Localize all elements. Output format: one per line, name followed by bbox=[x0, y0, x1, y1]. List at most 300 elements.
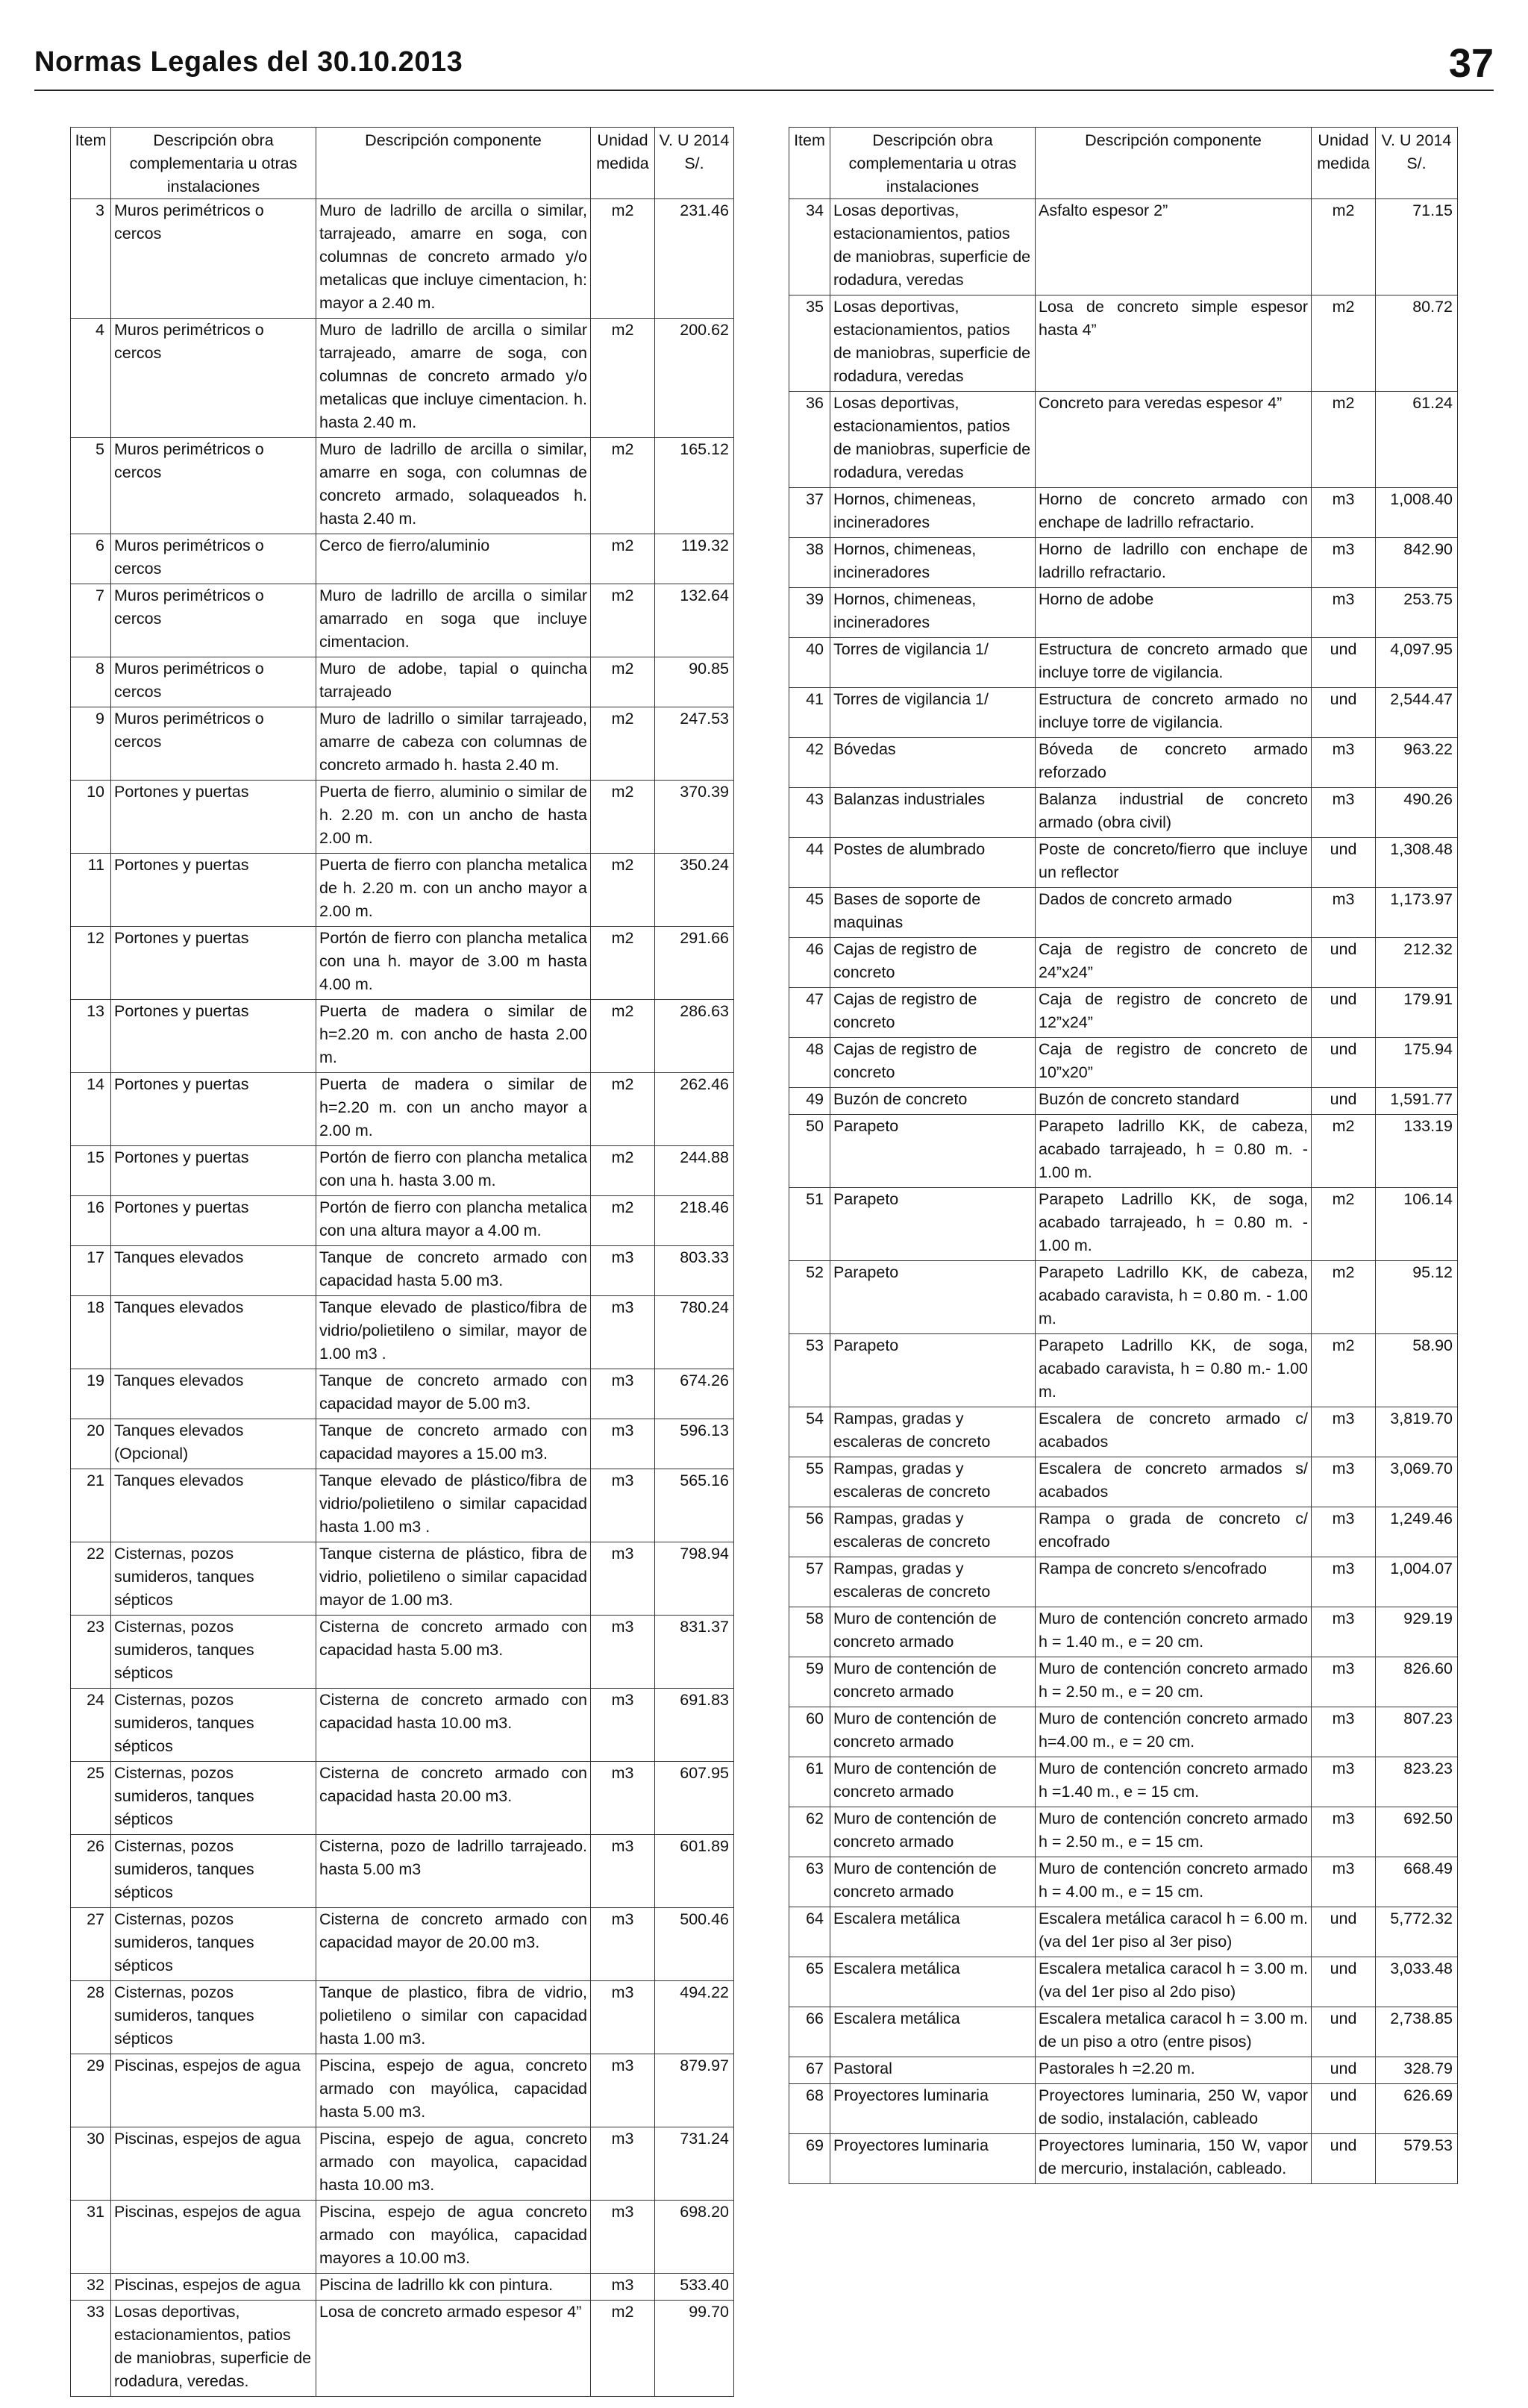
cell-valor: 247.53 bbox=[655, 707, 734, 781]
cell-componente: Parapeto Ladrillo KK, de cabeza, acabado caravista, h = 0.80 m. - 1.00 m. bbox=[1036, 1261, 1312, 1334]
cell-componente: Cisterna de concreto armado con capacidad hasta 20.00 m3. bbox=[316, 1762, 591, 1835]
cell-item: 46 bbox=[789, 938, 830, 988]
cell-unidad: und bbox=[1312, 688, 1376, 738]
table-row bbox=[71, 1369, 734, 1419]
cell-unidad: m2 bbox=[591, 854, 655, 927]
cell-item: 11 bbox=[71, 854, 111, 927]
cell-valor: 601.89 bbox=[655, 1835, 734, 1908]
cell-unidad: m3 bbox=[591, 2201, 655, 2274]
cell-valor: 212.32 bbox=[1376, 938, 1458, 988]
cell-valor: 1,008.40 bbox=[1376, 488, 1458, 538]
header-valor: V. U 2014 S/. bbox=[1376, 128, 1458, 199]
cell-unidad: m2 bbox=[591, 707, 655, 781]
cell-componente: Caja de registro de concreto de 24”x24” bbox=[1036, 938, 1312, 988]
cell-obra: Muro de contención de concreto armado bbox=[830, 1807, 1036, 1857]
cell-componente: Puerta de fierro con plancha metalica de h. 2.20 m. con un ancho mayor a 2.00 m. bbox=[316, 854, 591, 927]
cell-componente: Cisterna de concreto armado con capacidad mayor de 20.00 m3. bbox=[316, 1908, 591, 1981]
cell-valor: 807.23 bbox=[1376, 1707, 1458, 1757]
cell-item: 4 bbox=[71, 319, 111, 438]
cell-valor: 579.53 bbox=[1376, 2134, 1458, 2184]
cell-valor: 119.32 bbox=[655, 534, 734, 584]
cell-valor: 370.39 bbox=[655, 781, 734, 854]
cell-componente: Balanza industrial de concreto armado (obra civil) bbox=[1036, 788, 1312, 838]
cell-obra: Muros perimétricos o cercos bbox=[111, 319, 316, 438]
cell-item: 55 bbox=[789, 1457, 830, 1507]
cell-obra: Cisternas, pozos sumideros, tanques sépticos bbox=[111, 1981, 316, 2054]
cell-item: 40 bbox=[789, 638, 830, 688]
table-row bbox=[789, 1507, 1458, 1557]
cell-item: 62 bbox=[789, 1807, 830, 1857]
cell-unidad: und bbox=[1312, 2007, 1376, 2057]
header-obra: Descripción obra complementaria u otras instalaciones bbox=[111, 128, 316, 199]
cell-valor: 1,308.48 bbox=[1376, 838, 1458, 888]
table-row bbox=[789, 588, 1458, 638]
table-row bbox=[71, 1246, 734, 1296]
table-row bbox=[71, 657, 734, 707]
cell-valor: 99.70 bbox=[655, 2301, 734, 2397]
cell-componente: Estructura de concreto armado que incluye torre de vigilancia. bbox=[1036, 638, 1312, 688]
cell-componente: Puerta de madera o similar de h=2.20 m. con ancho de hasta 2.00 m. bbox=[316, 1000, 591, 1073]
cell-valor: 2,738.85 bbox=[1376, 2007, 1458, 2057]
cell-componente: Pastorales h =2.20 m. bbox=[1036, 2057, 1312, 2084]
cell-unidad: und bbox=[1312, 638, 1376, 688]
header-valor: V. U 2014 S/. bbox=[655, 128, 734, 199]
cell-item: 66 bbox=[789, 2007, 830, 2057]
cell-obra: Muros perimétricos o cercos bbox=[111, 199, 316, 319]
cell-componente: Piscina, espejo de agua concreto armado con mayólica, capacidad mayores a 10.00 m3. bbox=[316, 2201, 591, 2274]
cell-valor: 106.14 bbox=[1376, 1188, 1458, 1261]
cell-componente: Muro de ladrillo de arcilla o similar tarrajeado, amarre de soga, con columnas de concreto armado y/o metalicas que incluye cimentacion. h. hasta 2.40 m. bbox=[316, 319, 591, 438]
cell-item: 12 bbox=[71, 927, 111, 1000]
table-row bbox=[789, 295, 1458, 392]
cell-obra: Portones y puertas bbox=[111, 781, 316, 854]
cell-valor: 798.94 bbox=[655, 1542, 734, 1616]
cell-obra: Piscinas, espejos de agua bbox=[111, 2127, 316, 2201]
cell-obra: Bóvedas bbox=[830, 738, 1036, 788]
cell-valor: 175.94 bbox=[1376, 1038, 1458, 1088]
cell-unidad: m3 bbox=[1312, 538, 1376, 588]
values-table-left bbox=[70, 127, 734, 2397]
header-item: Item bbox=[71, 128, 111, 199]
cell-item: 43 bbox=[789, 788, 830, 838]
table-row bbox=[71, 319, 734, 438]
cell-item: 64 bbox=[789, 1907, 830, 1957]
cell-valor: 668.49 bbox=[1376, 1857, 1458, 1907]
cell-obra: Tanques elevados bbox=[111, 1246, 316, 1296]
cell-obra: Piscinas, espejos de agua bbox=[111, 2274, 316, 2301]
page-number: 37 bbox=[1448, 41, 1494, 86]
cell-valor: 1,249.46 bbox=[1376, 1507, 1458, 1557]
cell-componente: Piscina, espejo de agua, concreto armado con mayólica, capacidad hasta 5.00 m3. bbox=[316, 2054, 591, 2127]
cell-valor: 71.15 bbox=[1376, 199, 1458, 295]
table-row bbox=[789, 1115, 1458, 1188]
cell-unidad: m3 bbox=[591, 1419, 655, 1469]
table-row bbox=[789, 1457, 1458, 1507]
table-header-row bbox=[789, 128, 1458, 199]
cell-unidad: m3 bbox=[591, 1469, 655, 1542]
cell-componente: Horno de ladrillo con enchape de ladrillo refractario. bbox=[1036, 538, 1312, 588]
table-row bbox=[71, 1616, 734, 1689]
cell-unidad: m2 bbox=[1312, 199, 1376, 295]
cell-item: 28 bbox=[71, 1981, 111, 2054]
cell-item: 7 bbox=[71, 584, 111, 657]
table-row bbox=[71, 1469, 734, 1542]
cell-obra: Parapeto bbox=[830, 1334, 1036, 1407]
cell-unidad: m3 bbox=[591, 1689, 655, 1762]
table-row bbox=[789, 638, 1458, 688]
cell-componente: Escalera de concreto armado c/ acabados bbox=[1036, 1407, 1312, 1457]
cell-valor: 698.20 bbox=[655, 2201, 734, 2274]
cell-obra: Parapeto bbox=[830, 1188, 1036, 1261]
cell-componente: Losa de concreto armado espesor 4” bbox=[316, 2301, 591, 2397]
cell-obra: Muro de contención de concreto armado bbox=[830, 1857, 1036, 1907]
cell-item: 65 bbox=[789, 1957, 830, 2007]
cell-unidad: m2 bbox=[591, 781, 655, 854]
cell-obra: Losas deportivas, estacionamientos, patios de maniobras, superficie de rodadura, veredas bbox=[830, 392, 1036, 488]
cell-item: 67 bbox=[789, 2057, 830, 2084]
table-row bbox=[789, 1607, 1458, 1657]
cell-item: 33 bbox=[71, 2301, 111, 2397]
cell-obra: Rampas, gradas y escaleras de concreto bbox=[830, 1457, 1036, 1507]
cell-unidad: m3 bbox=[591, 1369, 655, 1419]
cell-valor: 929.19 bbox=[1376, 1607, 1458, 1657]
cell-item: 50 bbox=[789, 1115, 830, 1188]
cell-item: 24 bbox=[71, 1689, 111, 1762]
table-row bbox=[789, 1188, 1458, 1261]
cell-obra: Tanques elevados bbox=[111, 1296, 316, 1369]
cell-unidad: m3 bbox=[1312, 588, 1376, 638]
cell-item: 31 bbox=[71, 2201, 111, 2274]
cell-valor: 490.26 bbox=[1376, 788, 1458, 838]
cell-unidad: und bbox=[1312, 988, 1376, 1038]
cell-unidad: m2 bbox=[1312, 1115, 1376, 1188]
cell-unidad: m2 bbox=[591, 584, 655, 657]
cell-obra: Piscinas, espejos de agua bbox=[111, 2054, 316, 2127]
cell-item: 47 bbox=[789, 988, 830, 1038]
cell-item: 10 bbox=[71, 781, 111, 854]
cell-obra: Rampas, gradas y escaleras de concreto bbox=[830, 1557, 1036, 1607]
cell-item: 57 bbox=[789, 1557, 830, 1607]
cell-item: 23 bbox=[71, 1616, 111, 1689]
table-row bbox=[789, 2007, 1458, 2057]
cell-unidad: und bbox=[1312, 838, 1376, 888]
cell-componente: Poste de concreto/fierro que incluye un reflector bbox=[1036, 838, 1312, 888]
cell-componente: Puerta de fierro, aluminio o similar de h. 2.20 m. con un ancho de hasta 2.00 m. bbox=[316, 781, 591, 854]
table-row bbox=[789, 938, 1458, 988]
cell-item: 6 bbox=[71, 534, 111, 584]
cell-valor: 5,772.32 bbox=[1376, 1907, 1458, 1957]
cell-componente: Muro de contención concreto armado h = 4.00 m., e = 15 cm. bbox=[1036, 1857, 1312, 1907]
cell-componente: Muro de contención concreto armado h = 2.50 m., e = 15 cm. bbox=[1036, 1807, 1312, 1857]
table-row bbox=[71, 1981, 734, 2054]
cell-valor: 879.97 bbox=[655, 2054, 734, 2127]
cell-componente: Portón de fierro con plancha metalica con una altura mayor a 4.00 m. bbox=[316, 1196, 591, 1246]
cell-obra: Cisternas, pozos sumideros, tanques sépticos bbox=[111, 1542, 316, 1616]
cell-componente: Muro de contención concreto armado h =1.40 m., e = 15 cm. bbox=[1036, 1757, 1312, 1807]
cell-componente: Cisterna de concreto armado con capacidad hasta 10.00 m3. bbox=[316, 1689, 591, 1762]
cell-componente: Buzón de concreto standard bbox=[1036, 1088, 1312, 1115]
cell-unidad: und bbox=[1312, 2057, 1376, 2084]
cell-componente: Asfalto espesor 2” bbox=[1036, 199, 1312, 295]
cell-componente: Horno de concreto armado con enchape de ladrillo refractario. bbox=[1036, 488, 1312, 538]
cell-item: 44 bbox=[789, 838, 830, 888]
cell-obra: Bases de soporte de maquinas bbox=[830, 888, 1036, 938]
cell-componente: Cisterna de concreto armado con capacidad hasta 5.00 m3. bbox=[316, 1616, 591, 1689]
cell-componente: Tanque de concreto armado con capacidad hasta 5.00 m3. bbox=[316, 1246, 591, 1296]
table-row bbox=[71, 854, 734, 927]
cell-item: 26 bbox=[71, 1835, 111, 1908]
cell-valor: 500.46 bbox=[655, 1908, 734, 1981]
cell-valor: 565.16 bbox=[655, 1469, 734, 1542]
table-row bbox=[789, 1657, 1458, 1707]
cell-obra: Muro de contención de concreto armado bbox=[830, 1707, 1036, 1757]
table-row bbox=[789, 1557, 1458, 1607]
table-row bbox=[789, 988, 1458, 1038]
cell-item: 69 bbox=[789, 2134, 830, 2184]
cell-unidad: m3 bbox=[1312, 1407, 1376, 1457]
cell-item: 14 bbox=[71, 1073, 111, 1146]
cell-componente: Rampa o grada de concreto c/ encofrado bbox=[1036, 1507, 1312, 1557]
cell-item: 59 bbox=[789, 1657, 830, 1707]
table-row bbox=[789, 1088, 1458, 1115]
table-row bbox=[71, 438, 734, 534]
table-row bbox=[789, 888, 1458, 938]
cell-unidad: m2 bbox=[591, 2301, 655, 2397]
cell-valor: 1,173.97 bbox=[1376, 888, 1458, 938]
table-row bbox=[789, 1407, 1458, 1457]
cell-unidad: m2 bbox=[591, 1000, 655, 1073]
table-row bbox=[71, 707, 734, 781]
cell-componente: Tanque de concreto armado con capacidad mayores a 15.00 m3. bbox=[316, 1419, 591, 1469]
table-row bbox=[789, 199, 1458, 295]
cell-obra: Cisternas, pozos sumideros, tanques sépticos bbox=[111, 1689, 316, 1762]
cell-unidad: m2 bbox=[591, 657, 655, 707]
cell-componente: Muro de ladrillo de arcilla o similar, tarrajeado, amarre en soga, con columnas de concreto armado y/o metalicas que incluye cimentacion, h: mayor a 2.40 m. bbox=[316, 199, 591, 319]
cell-unidad: und bbox=[1312, 1957, 1376, 2007]
cell-unidad: m3 bbox=[1312, 1807, 1376, 1857]
cell-unidad: m2 bbox=[591, 1073, 655, 1146]
cell-obra: Escalera metálica bbox=[830, 1957, 1036, 2007]
table-row bbox=[71, 1542, 734, 1616]
cell-obra: Muros perimétricos o cercos bbox=[111, 534, 316, 584]
cell-obra: Cajas de registro de concreto bbox=[830, 988, 1036, 1038]
cell-componente: Cerco de fierro/aluminio bbox=[316, 534, 591, 584]
cell-item: 60 bbox=[789, 1707, 830, 1757]
cell-valor: 963.22 bbox=[1376, 738, 1458, 788]
cell-obra: Hornos, chimeneas, incineradores bbox=[830, 488, 1036, 538]
cell-componente: Horno de adobe bbox=[1036, 588, 1312, 638]
cell-obra: Losas deportivas, estacionamientos, patios de maniobras, superficie de rodadura, veredas bbox=[830, 295, 1036, 392]
cell-item: 37 bbox=[789, 488, 830, 538]
table-body-left bbox=[71, 199, 734, 2397]
cell-item: 35 bbox=[789, 295, 830, 392]
cell-unidad: m3 bbox=[1312, 1757, 1376, 1807]
cell-valor: 533.40 bbox=[655, 2274, 734, 2301]
table-row bbox=[789, 838, 1458, 888]
cell-valor: 253.75 bbox=[1376, 588, 1458, 638]
cell-unidad: m3 bbox=[591, 1246, 655, 1296]
cell-componente: Muro de ladrillo de arcilla o similar amarrado en soga que incluye cimentacion. bbox=[316, 584, 591, 657]
cell-obra: Pastoral bbox=[830, 2057, 1036, 2084]
cell-componente: Tanque cisterna de plástico, fibra de vidrio, polietileno o similar capacidad mayor de 1.00 m3. bbox=[316, 1542, 591, 1616]
cell-componente: Muro de contención concreto armado h = 2.50 m., e = 20 cm. bbox=[1036, 1657, 1312, 1707]
cell-unidad: m3 bbox=[591, 1762, 655, 1835]
cell-item: 53 bbox=[789, 1334, 830, 1407]
cell-item: 15 bbox=[71, 1146, 111, 1196]
cell-valor: 95.12 bbox=[1376, 1261, 1458, 1334]
table-row bbox=[789, 392, 1458, 488]
cell-componente: Proyectores luminaria, 150 W, vapor de mercurio, instalación, cableado. bbox=[1036, 2134, 1312, 2184]
cell-obra: Tanques elevados bbox=[111, 1469, 316, 1542]
cell-obra: Cajas de registro de concreto bbox=[830, 1038, 1036, 1088]
cell-componente: Dados de concreto armado bbox=[1036, 888, 1312, 938]
table-row bbox=[71, 781, 734, 854]
table-row bbox=[789, 2084, 1458, 2134]
table-row bbox=[789, 538, 1458, 588]
cell-componente: Muro de ladrillo de arcilla o similar, amarre en soga, con columnas de concreto armado, solaqueados h. hasta 2.40 m. bbox=[316, 438, 591, 534]
cell-valor: 218.46 bbox=[655, 1196, 734, 1246]
cell-item: 52 bbox=[789, 1261, 830, 1334]
cell-componente: Concreto para veredas espesor 4” bbox=[1036, 392, 1312, 488]
cell-item: 56 bbox=[789, 1507, 830, 1557]
cell-item: 54 bbox=[789, 1407, 830, 1457]
cell-obra: Cisternas, pozos sumideros, tanques sépticos bbox=[111, 1762, 316, 1835]
cell-valor: 831.37 bbox=[655, 1616, 734, 1689]
cell-componente: Caja de registro de concreto de 12”x24” bbox=[1036, 988, 1312, 1038]
cell-valor: 286.63 bbox=[655, 1000, 734, 1073]
cell-componente: Muro de ladrillo o similar tarrajeado, amarre de cabeza con columnas de concreto armado h. hasta 2.40 m. bbox=[316, 707, 591, 781]
cell-obra: Portones y puertas bbox=[111, 1000, 316, 1073]
cell-valor: 731.24 bbox=[655, 2127, 734, 2201]
cell-componente: Piscina de ladrillo kk con pintura. bbox=[316, 2274, 591, 2301]
cell-unidad: m2 bbox=[591, 927, 655, 1000]
cell-item: 38 bbox=[789, 538, 830, 588]
table-row bbox=[71, 1689, 734, 1762]
cell-valor: 2,544.47 bbox=[1376, 688, 1458, 738]
cell-unidad: m2 bbox=[591, 534, 655, 584]
cell-unidad: m3 bbox=[1312, 1557, 1376, 1607]
cell-unidad: m2 bbox=[1312, 295, 1376, 392]
cell-componente: Parapeto ladrillo KK, de cabeza, acabado tarrajeado, h = 0.80 m. - 1.00 m. bbox=[1036, 1115, 1312, 1188]
cell-valor: 200.62 bbox=[655, 319, 734, 438]
cell-unidad: und bbox=[1312, 1038, 1376, 1088]
cell-componente: Portón de fierro con plancha metalica con una h. hasta 3.00 m. bbox=[316, 1146, 591, 1196]
header-unidad: Unidad medida bbox=[1312, 128, 1376, 199]
cell-valor: 596.13 bbox=[655, 1419, 734, 1469]
table-row bbox=[71, 1835, 734, 1908]
cell-item: 48 bbox=[789, 1038, 830, 1088]
cell-item: 36 bbox=[789, 392, 830, 488]
table-row bbox=[789, 1807, 1458, 1857]
right-column bbox=[789, 127, 1457, 2184]
cell-unidad: m3 bbox=[1312, 888, 1376, 938]
cell-unidad: m3 bbox=[1312, 1857, 1376, 1907]
header-obra: Descripción obra complementaria u otras instalaciones bbox=[830, 128, 1036, 199]
cell-valor: 3,033.48 bbox=[1376, 1957, 1458, 2007]
cell-valor: 244.88 bbox=[655, 1146, 734, 1196]
table-row bbox=[789, 2057, 1458, 2084]
cell-item: 39 bbox=[789, 588, 830, 638]
cell-unidad: m2 bbox=[1312, 1334, 1376, 1407]
table-row bbox=[789, 2134, 1458, 2184]
cell-valor: 691.83 bbox=[655, 1689, 734, 1762]
cell-valor: 133.19 bbox=[1376, 1115, 1458, 1188]
cell-item: 32 bbox=[71, 2274, 111, 2301]
values-table-right bbox=[789, 127, 1458, 2184]
table-row bbox=[71, 927, 734, 1000]
cell-componente: Escalera metalica caracol h = 3.00 m. de un piso a otro (entre pisos) bbox=[1036, 2007, 1312, 2057]
cell-unidad: und bbox=[1312, 1088, 1376, 1115]
cell-item: 16 bbox=[71, 1196, 111, 1246]
cell-componente: Escalera metalica caracol h = 3.00 m. (va del 1er piso al 2do piso) bbox=[1036, 1957, 1312, 2007]
cell-item: 30 bbox=[71, 2127, 111, 2201]
table-row bbox=[71, 584, 734, 657]
cell-obra: Escalera metálica bbox=[830, 2007, 1036, 2057]
cell-unidad: m2 bbox=[1312, 1188, 1376, 1261]
table-row bbox=[789, 1334, 1458, 1407]
cell-valor: 80.72 bbox=[1376, 295, 1458, 392]
header-componente: Descripción componente bbox=[1036, 128, 1312, 199]
table-row bbox=[71, 1000, 734, 1073]
cell-unidad: m3 bbox=[591, 1908, 655, 1981]
cell-obra: Tanques elevados bbox=[111, 1369, 316, 1419]
cell-unidad: m3 bbox=[1312, 1607, 1376, 1657]
cell-item: 42 bbox=[789, 738, 830, 788]
cell-unidad: m3 bbox=[591, 1542, 655, 1616]
cell-item: 68 bbox=[789, 2084, 830, 2134]
cell-obra: Parapeto bbox=[830, 1261, 1036, 1334]
cell-item: 25 bbox=[71, 1762, 111, 1835]
cell-unidad: m2 bbox=[591, 438, 655, 534]
cell-obra: Hornos, chimeneas, incineradores bbox=[830, 538, 1036, 588]
table-row bbox=[71, 1419, 734, 1469]
cell-item: 20 bbox=[71, 1419, 111, 1469]
cell-componente: Losa de concreto simple espesor hasta 4” bbox=[1036, 295, 1312, 392]
left-column bbox=[70, 127, 733, 2397]
table-row bbox=[71, 2054, 734, 2127]
cell-unidad: m3 bbox=[1312, 788, 1376, 838]
cell-componente: Muro de adobe, tapial o quincha tarrajeado bbox=[316, 657, 591, 707]
cell-obra: Losas deportivas, estacionamientos, patios de maniobras, superficie de rodadura, veredas. bbox=[111, 2301, 316, 2397]
cell-unidad: und bbox=[1312, 2134, 1376, 2184]
cell-valor: 803.33 bbox=[655, 1246, 734, 1296]
cell-valor: 132.64 bbox=[655, 584, 734, 657]
cell-obra: Cajas de registro de concreto bbox=[830, 938, 1036, 988]
cell-obra: Rampas, gradas y escaleras de concreto bbox=[830, 1507, 1036, 1557]
cell-obra: Muro de contención de concreto armado bbox=[830, 1607, 1036, 1657]
cell-valor: 90.85 bbox=[655, 657, 734, 707]
cell-item: 18 bbox=[71, 1296, 111, 1369]
page-header bbox=[34, 40, 1494, 91]
cell-item: 45 bbox=[789, 888, 830, 938]
cell-unidad: m3 bbox=[591, 1616, 655, 1689]
table-row bbox=[789, 1907, 1458, 1957]
table-row bbox=[789, 1757, 1458, 1807]
cell-unidad: m2 bbox=[1312, 392, 1376, 488]
table-row bbox=[71, 2127, 734, 2201]
cell-componente: Escalera de concreto armados s/ acabados bbox=[1036, 1457, 1312, 1507]
cell-unidad: und bbox=[1312, 938, 1376, 988]
cell-obra: Losas deportivas, estacionamientos, patios de maniobras, superficie de rodadura, veredas bbox=[830, 199, 1036, 295]
cell-valor: 494.22 bbox=[655, 1981, 734, 2054]
table-body-right bbox=[789, 199, 1458, 2184]
cell-componente: Cisterna, pozo de ladrillo tarrajeado. hasta 5.00 m3 bbox=[316, 1835, 591, 1908]
cell-unidad: m3 bbox=[591, 1981, 655, 2054]
cell-obra: Portones y puertas bbox=[111, 854, 316, 927]
cell-unidad: m3 bbox=[1312, 1507, 1376, 1557]
cell-obra: Hornos, chimeneas, incineradores bbox=[830, 588, 1036, 638]
header-item: Item bbox=[789, 128, 830, 199]
